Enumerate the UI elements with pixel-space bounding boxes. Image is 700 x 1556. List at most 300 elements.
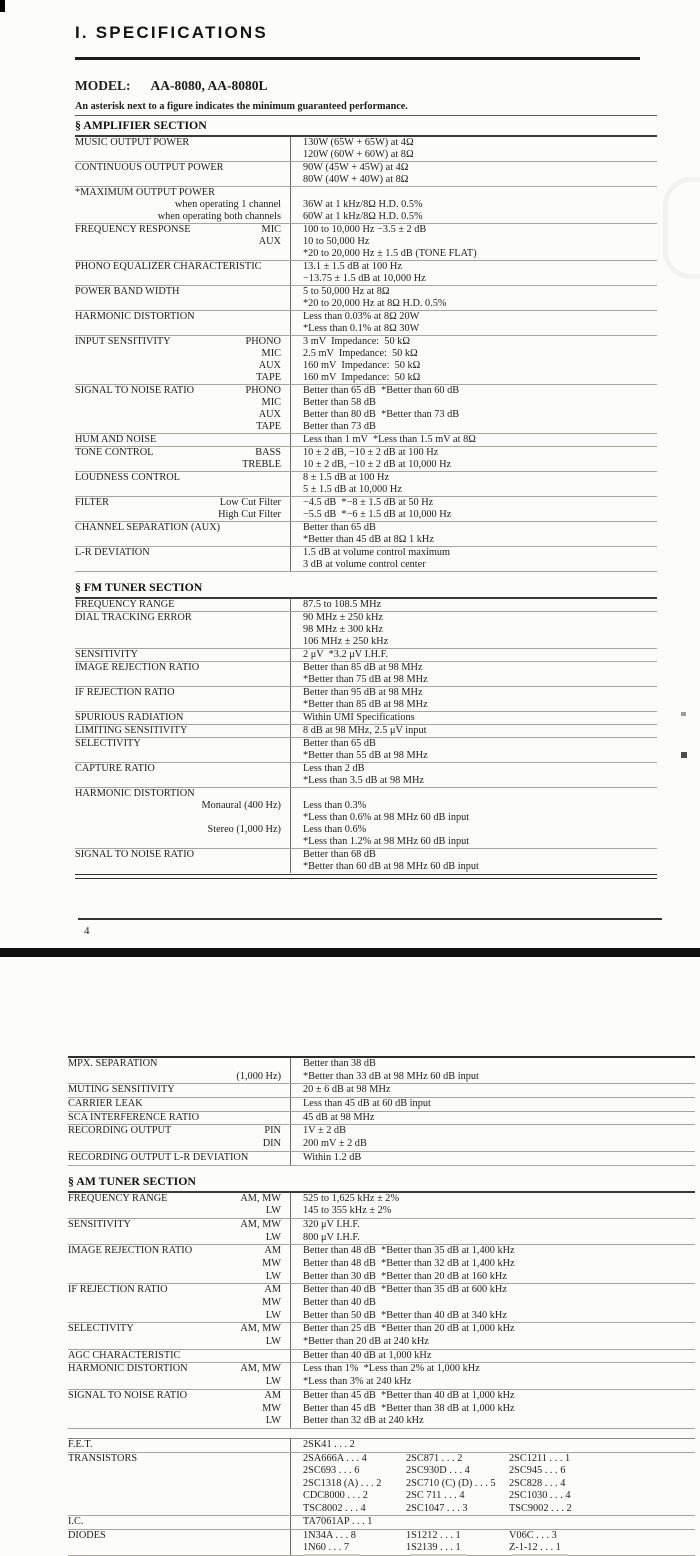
spec-value-cell: [290, 612, 657, 648]
spec-label: FREQUENCY RESPONSE: [75, 224, 191, 235]
spec-label-cell: [75, 547, 290, 571]
spec-label-cell: [75, 162, 290, 186]
spec-sub-label: LW: [265, 1205, 281, 1217]
spec-value-cell: [290, 1152, 695, 1165]
spec-value: 5 ± 1.5 dB at 10,000 Hz: [303, 484, 402, 495]
spec-row: [75, 434, 657, 447]
spec-label: DIODES: [68, 1529, 106, 1541]
spec-row: [68, 1516, 695, 1530]
spec-value: 320 μV I.H.F.: [303, 1218, 360, 1230]
spec-value: Better than 30 dB *Better than 20 dB at 160 kHz: [303, 1270, 507, 1282]
scan-corner-artifact: [0, 0, 5, 12]
spec-value-cell: [290, 472, 657, 496]
spec-label: SCA INTERFERENCE RATIO: [68, 1111, 200, 1123]
spec-label-cell: [75, 385, 290, 433]
spec-value: 120W (60W + 60W) at 8Ω: [303, 149, 414, 160]
spec-value: 106 MHz ± 250 kHz: [303, 636, 389, 647]
spec-value: 2 μV *3.2 μV I.H.F.: [303, 649, 389, 660]
spec-value: 5 to 50,000 Hz at 8Ω: [303, 286, 390, 297]
spec-row: [68, 1084, 695, 1098]
spec-value: 10 to 50,000 Hz: [303, 236, 370, 247]
spec-label-cell: [68, 1084, 290, 1097]
spec-value-cell: [290, 1193, 695, 1218]
spec-value: 1N60 . . . 7: [303, 1542, 350, 1553]
spec-value: 45 dB at 98 MHz: [303, 1111, 375, 1123]
spec-value: [303, 187, 657, 199]
spec-value-cell: [290, 1245, 695, 1283]
spec-row: [68, 1152, 695, 1166]
spec-row: [75, 137, 657, 162]
spec-row: [75, 472, 657, 497]
spec-value: 2.5 mV Impedance: 50 kΩ: [303, 348, 418, 359]
spec-value: Z-1-12 . . . 1: [509, 1542, 561, 1553]
spec-value: *20 to 20,000 Hz at 8Ω H.D. 0.5%: [303, 298, 447, 309]
spec-value: Less than 0.6%: [303, 824, 367, 835]
spec-label: LOUDNESS CONTROL: [75, 472, 180, 483]
spec-label: CAPTURE RATIO: [75, 763, 155, 774]
spec-sub-label: LW: [265, 1336, 281, 1348]
spec-value-cell: [290, 725, 657, 737]
spec-value: *Better than 60 dB at 98 MHz 60 dB input: [303, 861, 479, 872]
spec-label-cell: [68, 1058, 290, 1083]
spec-value: 2SC 711 . . . 4: [406, 1490, 465, 1501]
spec-value: *Better than 33 dB at 98 MHz 60 dB input: [303, 1070, 479, 1082]
spec-sub-label: AUX: [258, 236, 281, 247]
spec-value: 10 ± 2 dB, −10 ± 2 dB at 100 Hz: [303, 447, 439, 458]
spec-row: [75, 547, 657, 572]
spec-label: FREQUENCY RANGE: [75, 599, 175, 610]
spec-label-cell: [75, 187, 290, 223]
spec-table-page1: [75, 116, 657, 879]
spec-row: [75, 738, 657, 763]
spec-value: Better than 58 dB: [303, 397, 376, 408]
spec-value: [303, 788, 657, 800]
spec-row: [75, 286, 657, 311]
spec-sub-label: TREBLE: [242, 459, 281, 470]
spec-label: MUTING SENSITIVITY: [68, 1084, 175, 1096]
spec-label: CARRIER LEAK: [68, 1098, 143, 1110]
spec-label: IMAGE REJECTION RATIO: [75, 662, 200, 673]
spec-label: HUM AND NOISE: [75, 434, 157, 445]
spec-label-cell: [75, 336, 290, 384]
page1-footer-rule: [78, 918, 662, 920]
page-title: I. SPECIFICATIONS: [75, 23, 268, 42]
spec-label: SIGNAL TO NOISE RATIO: [75, 385, 195, 396]
spec-value: Better than 48 dB *Better than 32 dB at 1,400 kHz: [303, 1257, 515, 1269]
spec-label-cell: [75, 286, 290, 310]
spec-value: Better than 85 dB at 98 MHz: [303, 662, 423, 673]
section-heading: § FM TUNER SECTION: [75, 572, 657, 599]
spec-value-cell: [290, 385, 657, 433]
spec-label: TONE CONTROL: [75, 447, 154, 458]
spec-value: 2SK41 . . . 2: [303, 1439, 355, 1450]
spec-label: CONTINUOUS OUTPUT POWER: [75, 162, 224, 173]
spec-value: Less than 1 mV *Less than 1.5 mV at 8Ω: [303, 434, 476, 445]
spec-row: [75, 385, 657, 434]
spec-value: Better than 65 dB *Better than 60 dB: [303, 385, 460, 396]
spec-sub-label: PHONO: [245, 336, 281, 347]
spec-label: I.C.: [68, 1516, 84, 1527]
spec-value: Better than 80 dB *Better than 73 dB: [303, 409, 460, 420]
title-rule: [75, 57, 640, 60]
spec-label: IF REJECTION RATIO: [75, 687, 175, 698]
spec-label-cell: [75, 738, 290, 762]
spec-row: [75, 336, 657, 385]
spec-label: RECORDING OUTPUT L-R DEVIATION: [68, 1151, 249, 1163]
spec-value-cell: [290, 763, 657, 787]
spec-sub-label: AUX: [258, 409, 281, 420]
spec-sub-label: AM, MW: [240, 1323, 281, 1335]
spec-value: 2SC710 (C) (D) . . . 5: [406, 1477, 496, 1489]
asterisk-note: An asterisk next to a figure indicates the minimum guaranteed performance.: [75, 101, 657, 116]
spec-label-cell: [75, 447, 290, 471]
spec-value: 20 ± 6 dB at 98 MHz: [303, 1084, 391, 1096]
spec-value: 200 mV ± 2 dB: [303, 1138, 367, 1150]
spec-value-cell: [290, 712, 657, 724]
spec-label: *MAXIMUM OUTPUT POWER: [75, 187, 215, 198]
spec-value-cell: [290, 137, 657, 161]
spec-value: Less than 0.03% at 8Ω 20W: [303, 311, 420, 322]
spec-value: *Better than 55 dB at 98 MHz: [303, 750, 428, 761]
spec-sub-label: MW: [262, 1402, 281, 1414]
spec-value-cell: [290, 1125, 695, 1150]
page-number: 4: [84, 925, 90, 937]
spec-table-page1-body: [75, 116, 657, 873]
spec-row: [68, 1363, 695, 1389]
spec-value-cell: [290, 1219, 695, 1244]
spec-value: 8 dB at 98 MHz, 2.5 μV input: [303, 725, 427, 736]
spec-value: −4.5 dB *−8 ± 1.5 dB at 50 Hz: [303, 497, 434, 508]
spec-value-cell: [290, 1516, 695, 1529]
spec-label: HARMONIC DISTORTION: [68, 1363, 188, 1375]
spec-row: [75, 447, 657, 472]
spec-label-cell: [68, 1219, 290, 1244]
spec-value: Better than 73 dB: [303, 421, 376, 432]
spec-label: SIGNAL TO NOISE RATIO: [68, 1389, 188, 1401]
spec-value: 2SC1318 (A) . . . 2: [303, 1477, 382, 1489]
spec-value: 3 dB at volume control center: [303, 559, 426, 570]
spec-sub-label: AM: [264, 1389, 281, 1401]
spec-sub-label: BASS: [255, 447, 281, 458]
spec-value: 10 ± 2 dB, −10 ± 2 dB at 10,000 Hz: [303, 459, 452, 470]
spec-label-cell: [75, 497, 290, 521]
spec-value: 80W (40W + 40W) at 8Ω: [303, 174, 409, 185]
spec-value: 8 ± 1.5 dB at 100 Hz: [303, 472, 390, 483]
spec-label: TRANSISTORS: [68, 1452, 138, 1464]
spec-label-cell: [75, 788, 290, 848]
spec-sub-label: when operating 1 channel: [174, 199, 281, 210]
spec-label-cell: [75, 612, 290, 648]
semiconductor-table: [68, 1438, 695, 1556]
spec-row: [68, 1350, 695, 1364]
spec-value-cell: [290, 1439, 695, 1452]
spec-sub-label: AUX: [258, 360, 281, 371]
spec-label-cell: [75, 725, 290, 737]
spec-value: 160 mV Impedance: 50 kΩ: [303, 372, 421, 383]
spec-value: Better than 40 dB at 1,000 kHz: [303, 1349, 432, 1361]
spec-value: *Better than 20 dB at 240 kHz: [303, 1336, 429, 1348]
spec-label-cell: [68, 1363, 290, 1388]
spec-value-cell: [290, 662, 657, 686]
spec-value: 2SC1047 . . . 3: [406, 1502, 468, 1514]
spec-label-cell: [68, 1152, 290, 1165]
table-end-double-rule: [75, 874, 657, 879]
spec-value: *20 to 20,000 Hz ± 1.5 dB (TONE FLAT): [303, 248, 477, 259]
spec-sub-label: MW: [262, 1297, 281, 1308]
spec-value: −13.75 ± 1.5 dB at 10,000 Hz: [303, 273, 426, 284]
spec-label: HARMONIC DISTORTION: [75, 311, 195, 322]
spec-label-cell: [68, 1284, 290, 1322]
spec-sub-label: Low Cut Filter: [219, 497, 281, 508]
spec-label-cell: [68, 1439, 290, 1452]
spec-value: 130W (65W + 65W) at 4Ω: [303, 137, 414, 148]
spec-value: 800 μV I.H.F.: [303, 1231, 360, 1243]
spec-label-cell: [68, 1098, 290, 1111]
spec-sub-label: MIC: [261, 224, 281, 235]
spec-sub-label: Stereo (1,000 Hz): [207, 824, 281, 835]
spec-sub-label: AM, MW: [240, 1218, 281, 1230]
spec-row: [75, 261, 657, 286]
spec-label: SIGNAL TO NOISE RATIO: [75, 849, 195, 860]
spec-row: [68, 1219, 695, 1245]
spec-label-cell: [68, 1245, 290, 1283]
spec-sub-label: LW: [265, 1309, 281, 1321]
spec-value-cell: [290, 224, 657, 260]
spec-value: 1N34A . . . 8: [303, 1529, 356, 1541]
spec-sub-label: LW: [265, 1270, 281, 1282]
spec-sub-label: Monaural (400 Hz): [201, 800, 281, 811]
spec-label-cell: [68, 1125, 290, 1150]
spec-value: Better than 95 dB at 98 MHz: [303, 687, 423, 698]
spec-value: 1.5 dB at volume control maximum: [303, 547, 450, 558]
spec-sub-label: MIC: [261, 348, 281, 359]
spec-row: [75, 599, 657, 612]
spec-label: PHONO EQUALIZER CHARACTERISTIC: [75, 261, 262, 272]
spec-label-cell: [75, 649, 290, 661]
spec-label-cell: [68, 1516, 290, 1529]
spec-value-cell: [290, 687, 657, 711]
spec-label: HARMONIC DISTORTION: [75, 788, 195, 799]
spec-value: Less than 1% *Less than 2% at 1,000 kHz: [303, 1363, 480, 1375]
spec-value-cell: [290, 1058, 695, 1083]
spec-row: [75, 162, 657, 187]
spec-value: TSC9002 . . . 2: [509, 1502, 572, 1514]
scan-speck-artifact: [681, 752, 687, 758]
spec-sub-label: AM: [264, 1284, 281, 1296]
spec-label-cell: [75, 311, 290, 335]
spec-label: IMAGE REJECTION RATIO: [68, 1245, 193, 1257]
model-line: [75, 78, 268, 94]
spec-label-cell: [75, 712, 290, 724]
spec-label-cell: [75, 522, 290, 546]
spec-value: Better than 40 dB: [303, 1297, 376, 1308]
model-label: MODEL:: [75, 78, 131, 93]
spec-label: L-R DEVIATION: [75, 547, 150, 558]
spec-value-cell: [290, 336, 657, 384]
spec-value: Better than 45 dB *Better than 40 dB at 1,000 kHz: [303, 1389, 515, 1401]
spec-value: 90 MHz ± 250 kHz: [303, 612, 384, 623]
spec-value: *Better than 85 dB at 98 MHz: [303, 699, 428, 710]
spec-value: *Less than 3% at 240 kHz: [303, 1376, 412, 1388]
spec-value: 2SC828 . . . 4: [509, 1477, 566, 1489]
spec-value-cell: [290, 547, 657, 571]
spec-value: 2SC1211 . . . 1: [509, 1452, 571, 1464]
spec-label-cell: [68, 1390, 290, 1428]
spec-value: 145 to 355 kHz ± 2%: [303, 1205, 392, 1217]
spec-row: [75, 522, 657, 547]
spec-value: Better than 38 dB: [303, 1058, 376, 1069]
spec-value: CDC8000 . . . 2: [303, 1490, 368, 1501]
spec-label: SELECTIVITY: [75, 738, 141, 749]
spec-value-cell: [290, 1098, 695, 1111]
spec-value-cell: [290, 1112, 695, 1125]
spec-row: [68, 1245, 695, 1284]
spec-label-cell: [68, 1530, 290, 1555]
spec-value-cell: [290, 261, 657, 285]
spec-row: [68, 1098, 695, 1112]
spec-label-cell: [68, 1453, 290, 1516]
spec-sub-label: TAPE: [256, 372, 281, 383]
spec-label-cell: [68, 1112, 290, 1125]
spec-sub-label: MIC: [261, 397, 281, 408]
spec-label: SELECTIVITY: [68, 1323, 134, 1335]
spec-label-cell: [75, 849, 290, 873]
spec-row: [75, 725, 657, 738]
spec-value-cell: [290, 1390, 695, 1428]
spec-row: [68, 1453, 695, 1517]
spec-value: Better than 68 dB: [303, 849, 376, 860]
spec-row: [68, 1284, 695, 1323]
spec-label: MUSIC OUTPUT POWER: [75, 137, 190, 148]
spec-label-cell: [75, 434, 290, 446]
spec-row: [75, 687, 657, 712]
spec-label-cell: [75, 687, 290, 711]
spec-value-cell: [290, 849, 657, 873]
spec-row: [75, 224, 657, 261]
spec-value: Better than 65 dB: [303, 522, 376, 533]
spec-value: Less than 45 dB at 60 dB input: [303, 1098, 431, 1110]
spec-label-cell: [75, 137, 290, 161]
spec-value: *Better than 75 dB at 98 MHz: [303, 674, 428, 685]
spec-row: [75, 788, 657, 849]
spec-sub-label: PHONO: [245, 385, 281, 396]
spec-label: MPX. SEPARATION: [68, 1058, 158, 1069]
spec-row: [75, 849, 657, 873]
spec-label: SPURIOUS RADIATION: [75, 712, 184, 723]
spec-value-cell: [290, 649, 657, 661]
spec-value-cell: [290, 738, 657, 762]
spec-value: Better than 25 dB *Better than 20 dB at 1,000 kHz: [303, 1323, 515, 1335]
spec-label: AGC CHARACTERISTIC: [68, 1349, 181, 1361]
spec-value: TSC8002 . . . 4: [303, 1502, 366, 1514]
spec-value: 160 mV Impedance: 50 kΩ: [303, 360, 421, 371]
spec-value: Better than 45 dB *Better than 38 dB at 1,000 kHz: [303, 1402, 515, 1414]
spec-row: [68, 1112, 695, 1126]
spec-value: 2SC871 . . . 2: [406, 1452, 463, 1464]
spec-label: FILTER: [75, 497, 109, 508]
spec-label-cell: [75, 662, 290, 686]
spec-label-cell: [75, 224, 290, 260]
spec-label: F.E.T.: [68, 1439, 93, 1450]
spec-value: 1S1212 . . . 1: [406, 1529, 461, 1541]
spec-row: [75, 612, 657, 649]
spec-row: [75, 662, 657, 687]
spec-sub-label: MW: [262, 1257, 281, 1269]
spec-value: 98 MHz ± 300 kHz: [303, 624, 384, 635]
spec-value: *Better than 45 dB at 8Ω 1 kHz: [303, 534, 434, 545]
spec-value-cell: [290, 497, 657, 521]
spec-label: CHANNEL SEPARATION (AUX): [75, 522, 221, 533]
spec-value: Less than 0.3%: [303, 800, 367, 811]
spec-label-cell: [68, 1193, 290, 1218]
spec-row: [75, 497, 657, 522]
spec-label: LIMITING SENSITIVITY: [75, 725, 188, 736]
spec-value: Better than 40 dB *Better than 35 dB at 600 kHz: [303, 1284, 507, 1296]
spec-value: 60W at 1 kHz/8Ω H.D. 0.5%: [303, 211, 423, 222]
spec-value: Within UMI Specifications: [303, 712, 415, 723]
spec-row: [68, 1439, 695, 1453]
spec-label-cell: [68, 1323, 290, 1348]
spec-label: SENSITIVITY: [75, 649, 138, 660]
spec-value-cell: [290, 599, 657, 611]
spec-value: 3 mV Impedance: 50 kΩ: [303, 336, 410, 347]
spec-value: Better than 32 dB at 240 kHz: [303, 1415, 424, 1427]
spec-sub-label: High Cut Filter: [218, 509, 281, 520]
spec-sub-label: when operating both channels: [157, 211, 281, 222]
spec-row: [75, 187, 657, 224]
spec-value: 1S2139 . . . 1: [406, 1542, 461, 1553]
spec-value-cell: [290, 434, 657, 446]
spec-label-cell: [68, 1350, 290, 1363]
spec-label: POWER BAND WIDTH: [75, 286, 180, 297]
spec-label: FREQUENCY RANGE: [68, 1192, 168, 1204]
spec-row: [68, 1125, 695, 1151]
spec-value: 2SA666A . . . 4: [303, 1452, 367, 1464]
spec-value: 1V ± 2 dB: [303, 1125, 346, 1137]
spec-value-cell: [290, 311, 657, 335]
spec-table-page2-body: [68, 1058, 695, 1429]
spec-sub-label: LW: [265, 1231, 281, 1243]
semiconductor-table-body: [68, 1439, 695, 1556]
spec-label: DIAL TRACKING ERROR: [75, 612, 192, 623]
spec-value-cell: [290, 522, 657, 546]
spec-value: 36W at 1 kHz/8Ω H.D. 0.5%: [303, 199, 423, 210]
spec-row: [75, 311, 657, 336]
spec-value: V06C . . . 3: [509, 1529, 557, 1541]
spec-value-cell: [290, 286, 657, 310]
spec-row: [75, 712, 657, 725]
spec-label: RECORDING OUTPUT: [68, 1125, 172, 1137]
spec-row: [68, 1058, 695, 1084]
spec-value: 2SC1030 . . . 4: [509, 1490, 571, 1501]
spec-value: Better than 50 dB *Better than 40 dB at 340 kHz: [303, 1309, 507, 1321]
spec-value: Better than 48 dB *Better than 35 dB at 1,400 kHz: [303, 1245, 515, 1257]
spec-sub-label: TAPE: [256, 421, 281, 432]
spec-value: 90W (45W + 45W) at 4Ω: [303, 162, 409, 173]
spec-value: Better than 65 dB: [303, 738, 376, 749]
spec-label-cell: [75, 261, 290, 285]
spec-value: 2SC930D . . . 4: [406, 1465, 470, 1476]
spec-label: SENSITIVITY: [68, 1218, 131, 1230]
spec-value-cell: [290, 187, 657, 223]
scan-speck-artifact: [681, 712, 686, 716]
spec-value: 100 to 10,000 Hz −3.5 ± 2 dB: [303, 224, 427, 235]
spec-value: Within 1.2 dB: [303, 1151, 362, 1163]
spec-table-page2: [68, 1056, 695, 1429]
model-value: AA-8080, AA-8080L: [150, 78, 268, 93]
spec-value-cell: [290, 1323, 695, 1348]
spec-label-cell: [75, 763, 290, 787]
